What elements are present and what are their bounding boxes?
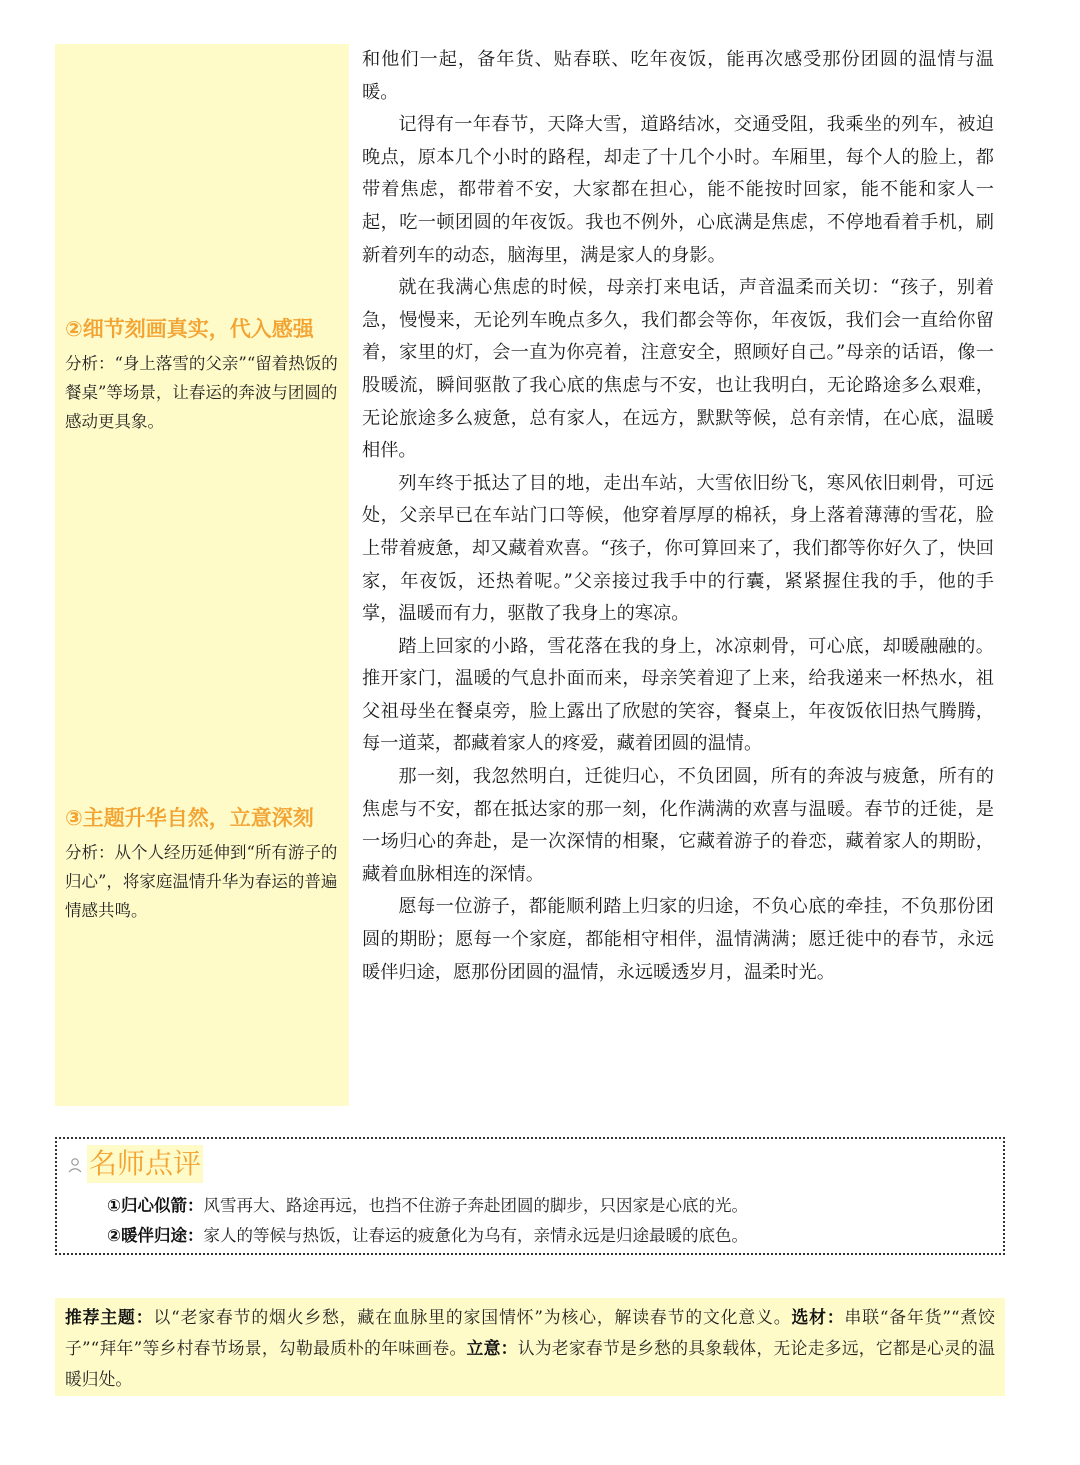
annotation-analysis: 分析：“身上落雪的父亲”“留着热饭的餐桌”等场景，让春运的奔波与团圆的感动更具象。 — [65, 354, 338, 431]
essay-body — [362, 44, 994, 989]
annotation-title: ③主题升华自然，立意深刻 — [65, 806, 314, 830]
recommend-theme-text: 以“老家春节的烟火乡愁，藏在血脉里的家国情怀”为核心，解读春节的文化意义。 — [153, 1307, 792, 1327]
essay-paragraph: 和他们一起，备年货、贴春联、吃年夜饭，能再次感受那份团圆的温情与温暖。 — [362, 49, 994, 103]
review-header — [67, 1145, 203, 1183]
annotation-theme — [65, 801, 341, 925]
review-title: 名师点评 — [87, 1145, 203, 1183]
recommend-box — [55, 1298, 1005, 1396]
person-icon — [67, 1157, 83, 1173]
essay-paragraph: 那一刻，我忽然明白，迁徙归心，不负团圆，所有的奔波与疲惫，所有的焦虑与不安，都在抵达家的那一刻，化作满满的欢喜与温暖。春节的迁徙，是一场归心的奔赴，是一次深情的相聚，它藏着游子的眷恋，藏着家人的期盼，藏着血脉相连的深情。 — [362, 766, 994, 885]
essay-paragraph: 愿每一位游子，都能顺利踏上归家的归途，不负心底的牵挂，不负那份团圆的期盼；愿每一个家庭，都能相守相伴，温情满满；愿迁徙中的春节，永远暖伴归途，愿那份团圆的温情，永远暖透岁月，温柔时光。 — [362, 896, 994, 983]
review-item — [107, 1191, 748, 1221]
essay-paragraph: 列车终于抵达了目的地，走出车站，大雪依旧纷飞，寒风依旧刺骨，可远处，父亲早已在车站门口等候，他穿着厚厚的棉袄，身上落着薄薄的雪花，脸上带着疲惫，却又藏着欢喜。“孩子，你可算回来了，我们都等你好久了，快回家，年夜饭，还热着呢。”父亲接过我手中的行囊，紧紧握住我的手，他的手掌，温暖而有力，驱散了我身上的寒凉。 — [362, 472, 994, 625]
review-item-text: 风雪再大、路途再远，也挡不住游子奔赴团圆的脚步，只因家是心底的光。 — [203, 1196, 748, 1215]
annotation-sidebar — [55, 44, 349, 1106]
teacher-review-box — [55, 1137, 1005, 1255]
recommend-intent-label: 立意： — [466, 1338, 518, 1358]
annotation-detail — [65, 312, 341, 436]
recommend-material-label: 选材： — [791, 1307, 845, 1327]
essay-paragraph: 踏上回家的小路，雪花落在我的身上，冰凉刺骨，可心底，却暖融融的。推开家门，温暖的气息扑面而来，母亲笑着迎了上来，给我递来一杯热水，祖父祖母坐在餐桌旁，脸上露出了欣慰的笑容，餐桌上，年夜饭依旧热气腾腾，每一道菜，都藏着家人的疼爱，藏着团圆的温情。 — [362, 635, 994, 755]
review-item-label: ②暖伴归途： — [107, 1226, 204, 1245]
recommend-material-text: 串联“备年货”“煮饺子”“拜年”等乡村春节场景，勾勒最质朴的年味画卷。 — [65, 1307, 995, 1358]
essay-paragraph: 记得有一年春节，天降大雪，道路结冰，交通受阻，我乘坐的列车，被迫晚点，原本几个小时的路程，却走了十几个小时。车厢里，每个人的脸上，都带着焦虑，都带着不安，大家都在担心，能不能按时回家，能不能和家人一起，吃一顿团圆的年夜饭。我也不例外，心底满是焦虑，不停地看着手机，刷新着列车的动态，脑海里，满是家人的身影。 — [362, 114, 994, 266]
annotation-title: ②细节刻画真实，代入感强 — [65, 317, 314, 341]
essay-paragraph: 就在我满心焦虑的时候，母亲打来电话，声音温柔而关切：“孩子，别着急，慢慢来，无论列车晚点多久，我们都会等你，年夜饭，我们会一直给你留着，家里的灯，会一直为你亮着，注意安全，照顾好自己。”母亲的话语，像一股暖流，瞬间驱散了我心底的焦虑与不安，也让我明白，无论路途多么艰难，无论旅途多么疲惫，总有家人，在远方，默默等候，总有亲情，在心底，温暖相伴。 — [362, 277, 994, 462]
recommend-intent-text: 认为老家春节是乡愁的具象载体，无论走多远，它都是心灵的温暖归处。 — [65, 1338, 995, 1389]
annotation-analysis: 分析：从个人经历延伸到“所有游子的归心”，将家庭温情升华为春运的普遍情感共鸣。 — [65, 843, 338, 920]
review-item-label: ①归心似箭： — [107, 1196, 204, 1215]
recommend-theme-label: 推荐主题： — [65, 1307, 154, 1327]
review-item — [107, 1221, 748, 1251]
review-item-text: 家人的等候与热饭，让春运的疲惫化为乌有，亲情永远是归途最暖的底色。 — [203, 1226, 748, 1245]
